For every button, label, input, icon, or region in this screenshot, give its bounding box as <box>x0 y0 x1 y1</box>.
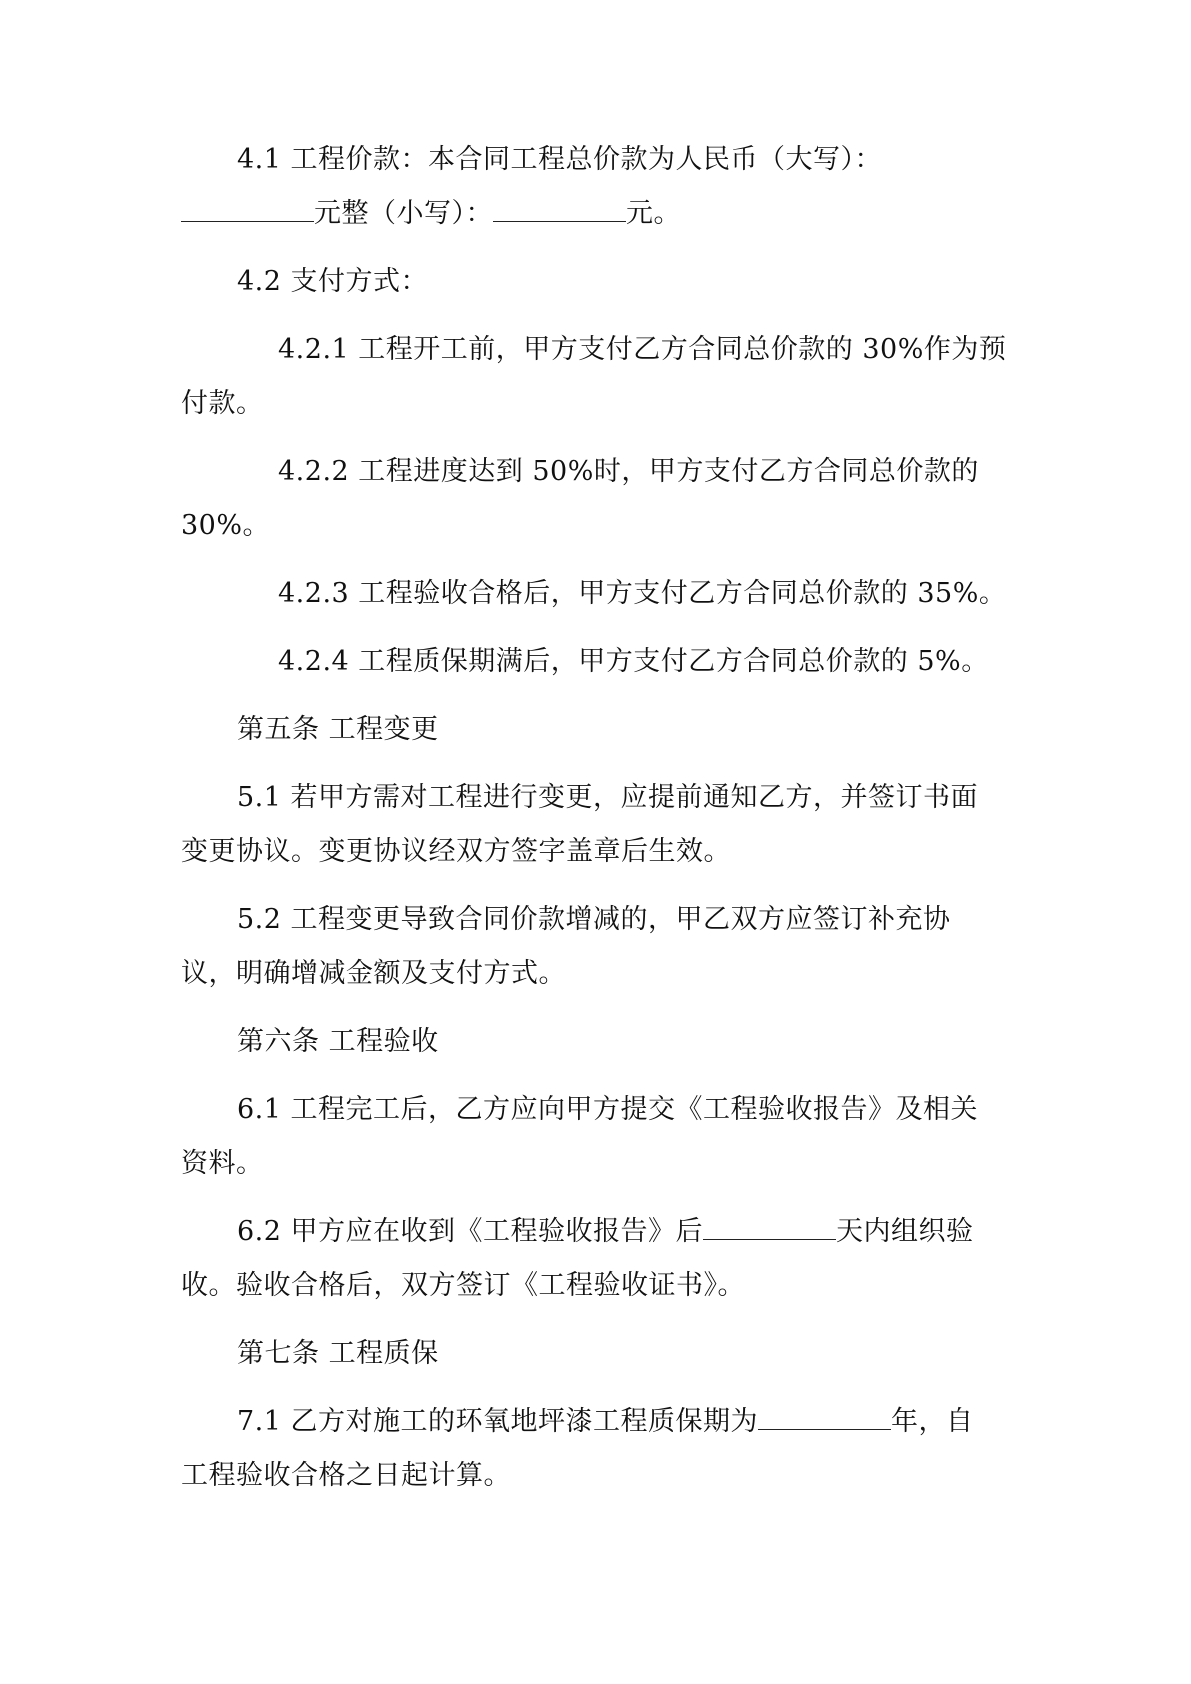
clause-4-1-line-1: 4.1 工程价款：本合同工程总价款为人民币（大写）： <box>237 144 883 175</box>
clause-4-2-text: 4.2 支付方式： <box>237 266 429 297</box>
clause-7-1 <box>181 1395 1011 1503</box>
article-7-title: 第七条 工程质保 <box>237 1338 439 1369</box>
clause-4-2-1 <box>181 323 1011 431</box>
clause-4-2 <box>181 255 1011 309</box>
clause-4-2-4 <box>181 635 1011 689</box>
amount-figures-blank[interactable] <box>493 187 626 222</box>
clause-7-1-text-b: 年，自 <box>891 1406 974 1437</box>
clause-4-2-1-line-1: 4.2.1 工程开工前，甲方支付乙方合同总价款的 30%作为预 <box>278 334 1007 365</box>
clause-4-2-2 <box>181 445 1011 553</box>
clause-6-2-line-2: 收。验收合格后，双方签订《工程验收证书》。 <box>181 1270 745 1301</box>
clause-6-2-text-b: 天内组织验 <box>836 1216 974 1247</box>
clause-7-1-line-1 <box>181 1395 1011 1449</box>
clause-4-1-line-2 <box>181 187 1011 241</box>
clause-6-2 <box>181 1205 1011 1313</box>
article-5-title: 第五条 工程变更 <box>237 714 439 745</box>
clause-4-1-text-b: 元。 <box>626 198 681 229</box>
clause-6-1 <box>181 1083 1011 1191</box>
clause-6-2-text-a: 6.2 甲方应在收到《工程验收报告》后 <box>237 1216 704 1247</box>
clause-5-2-line-2: 议，明确增减金额及支付方式。 <box>181 958 566 989</box>
clause-4-1-text-a: 元整（小写）： <box>314 198 493 229</box>
clause-5-2-line-1: 5.2 工程变更导致合同价款增减的，甲乙双方应签订补充协 <box>237 904 951 935</box>
warranty-years-blank[interactable] <box>758 1395 891 1430</box>
clause-4-1 <box>181 133 1011 241</box>
clause-7-1-line-2: 工程验收合格之日起计算。 <box>181 1460 511 1491</box>
clause-4-2-2-line-2: 30%。 <box>181 510 271 541</box>
document-page <box>181 133 1011 1517</box>
clause-5-1-line-1: 5.1 若甲方需对工程进行变更，应提前通知乙方，并签订书面 <box>237 782 979 813</box>
article-7-heading <box>181 1327 1011 1381</box>
article-6-title: 第六条 工程验收 <box>237 1026 439 1057</box>
clause-4-2-3-text: 4.2.3 工程验收合格后，甲方支付乙方合同总价款的 35%。 <box>278 578 1007 609</box>
clause-6-1-line-1: 6.1 工程完工后，乙方应向甲方提交《工程验收报告》及相关 <box>237 1094 979 1125</box>
clause-7-1-text-a: 7.1 乙方对施工的环氧地坪漆工程质保期为 <box>237 1406 759 1437</box>
article-6-heading <box>181 1015 1011 1069</box>
acceptance-days-blank[interactable] <box>703 1205 836 1240</box>
clause-5-1-line-2: 变更协议。变更协议经双方签字盖章后生效。 <box>181 836 731 867</box>
clause-5-1 <box>181 771 1011 879</box>
clause-6-2-line-1 <box>181 1205 1011 1259</box>
clause-5-2 <box>181 893 1011 1001</box>
clause-4-2-3 <box>181 567 1011 621</box>
clause-6-1-line-2: 资料。 <box>181 1148 264 1179</box>
article-5-heading <box>181 703 1011 757</box>
clause-4-2-2-line-1: 4.2.2 工程进度达到 50%时，甲方支付乙方合同总价款的 <box>278 456 979 487</box>
clause-4-2-1-line-2: 付款。 <box>181 388 264 419</box>
clause-4-2-4-text: 4.2.4 工程质保期满后，甲方支付乙方合同总价款的 5%。 <box>278 646 989 677</box>
amount-words-blank[interactable] <box>181 187 314 222</box>
